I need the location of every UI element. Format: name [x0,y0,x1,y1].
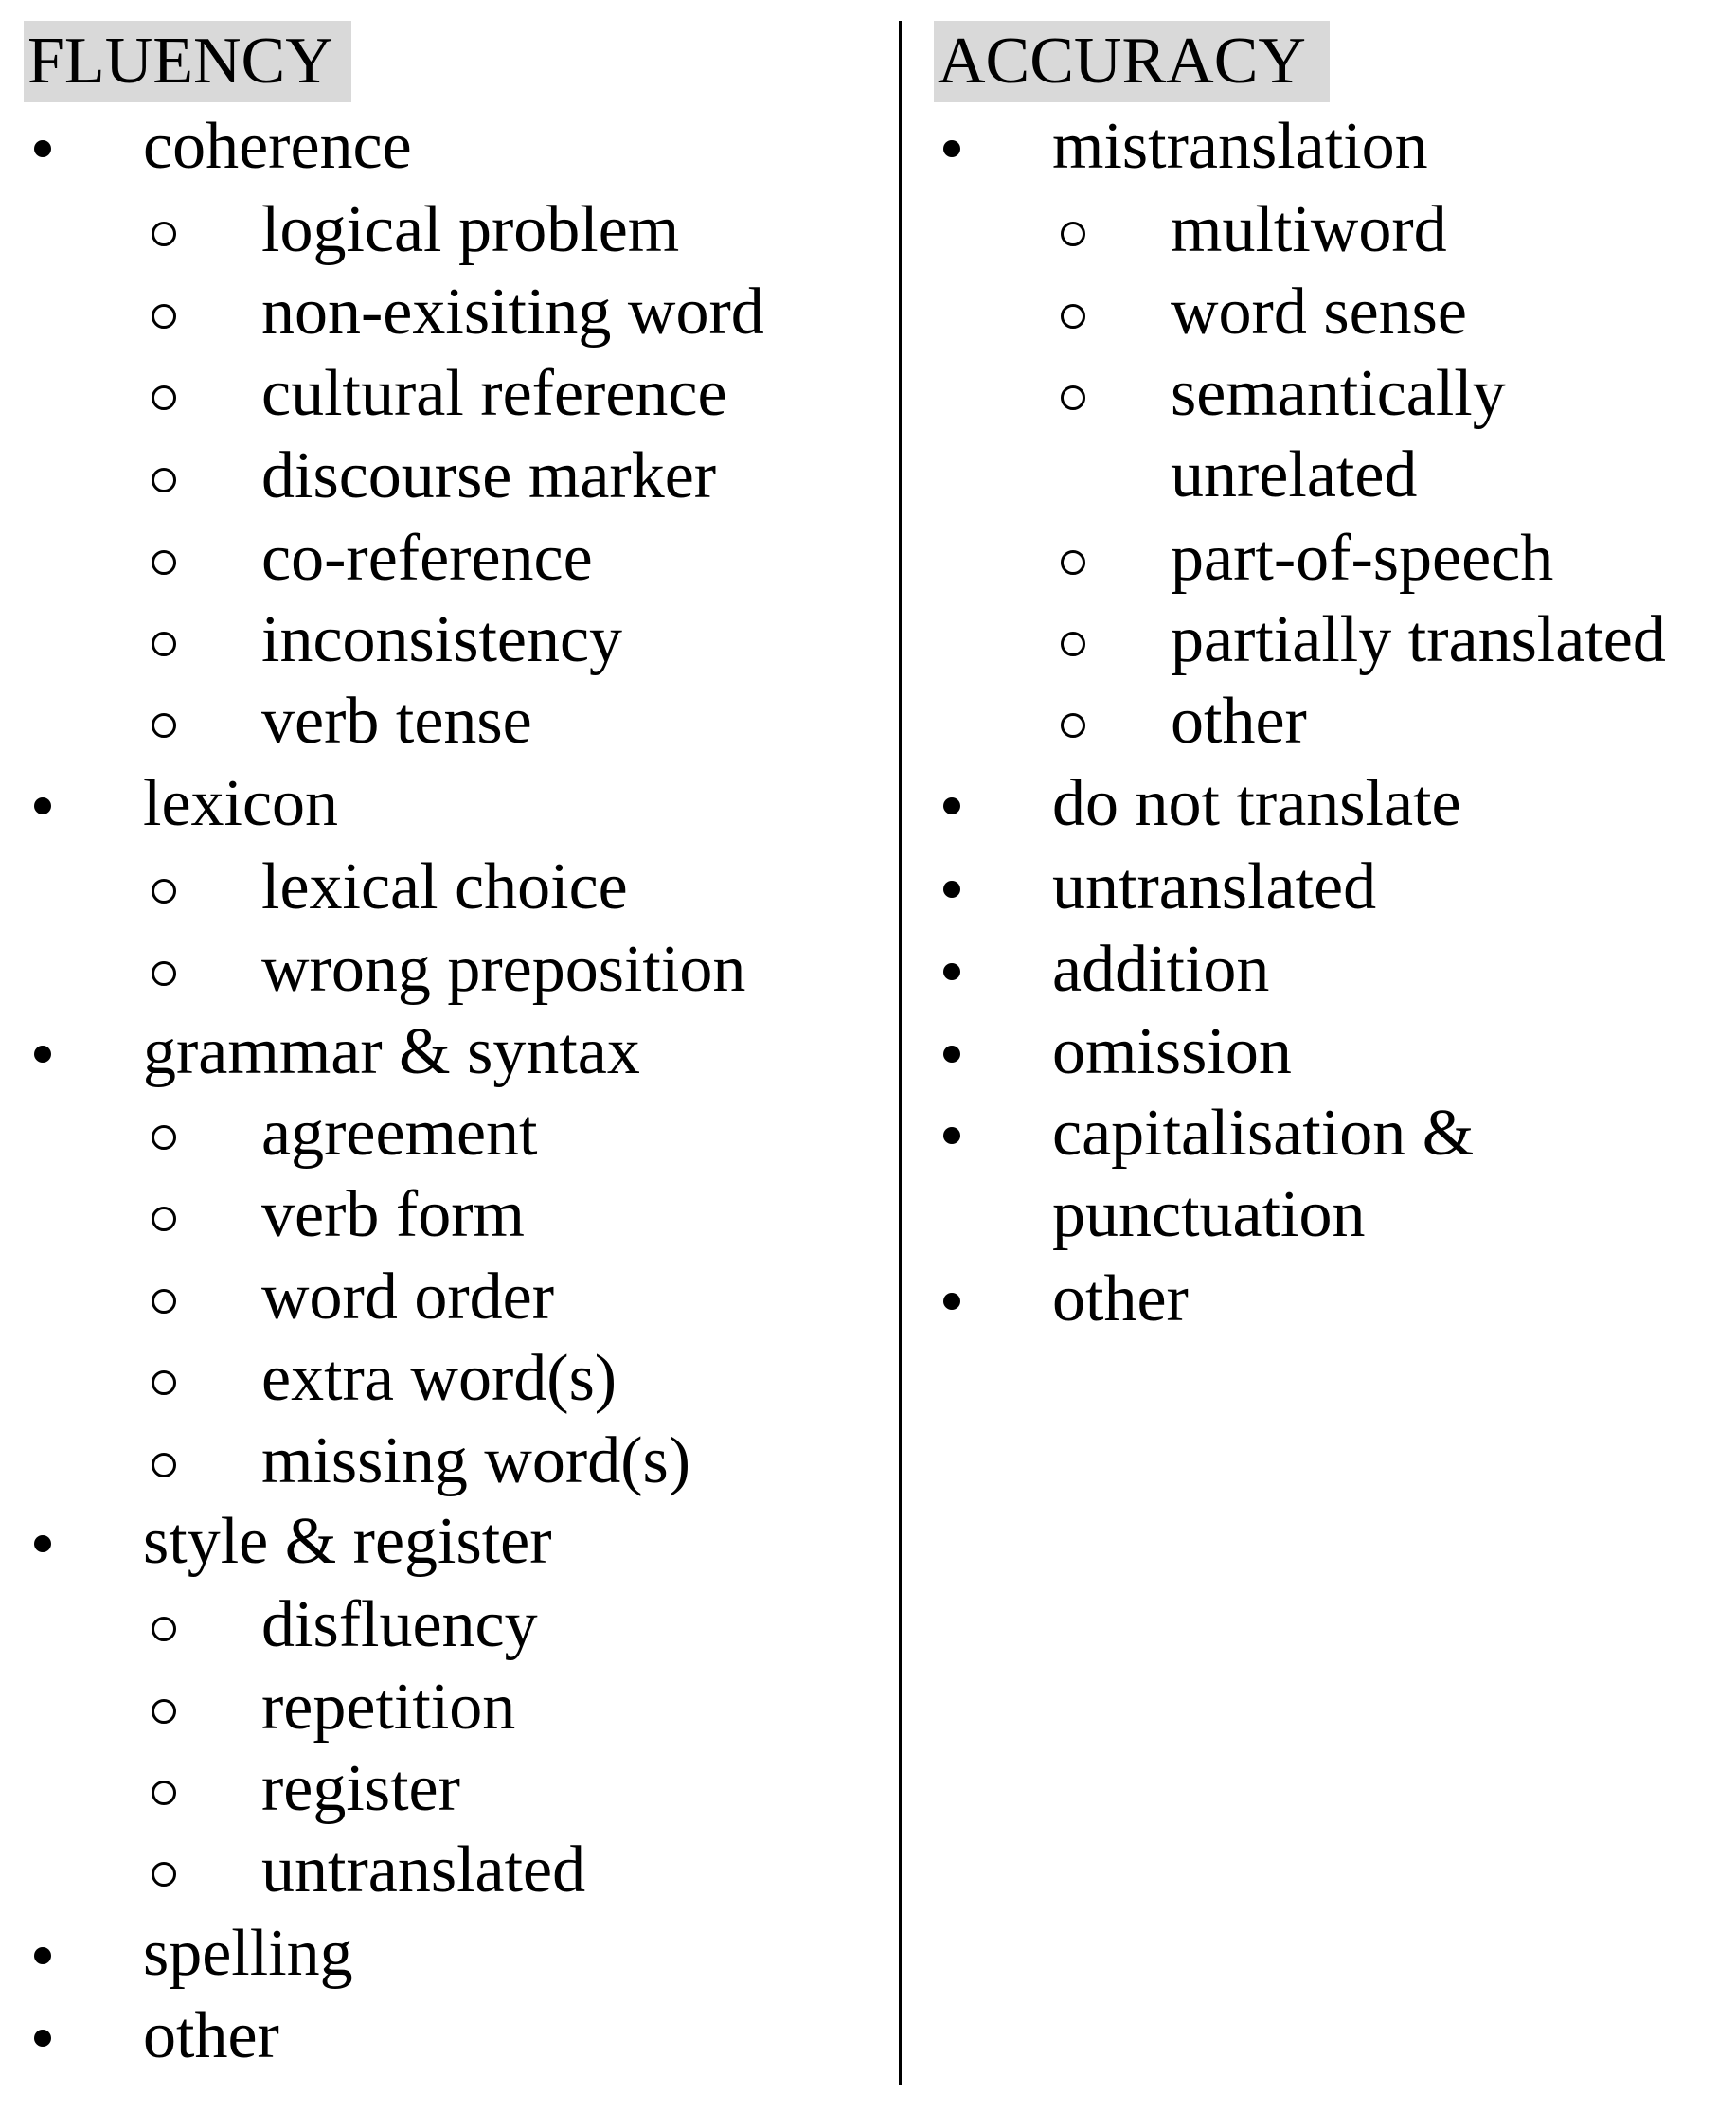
item-label: other [1052,1262,1189,1335]
bullet-ring-icon [152,1453,176,1477]
bullet-disc-icon [34,797,51,814]
bullet-disc-icon [34,1535,51,1552]
item-label: cultural reference [261,357,727,430]
bullet-ring-icon [1061,385,1085,410]
item-label: non-exisiting word [261,276,764,349]
bullet-ring-icon [152,1617,176,1641]
item-label: word sense [1171,276,1467,349]
item-label: inconsistency [261,603,623,676]
bullet-disc-icon [943,1127,960,1144]
item-label: addition [1052,933,1270,1006]
bullet-ring-icon [152,1125,176,1150]
bullet-ring-icon [152,1781,176,1805]
bullet-disc-icon [943,797,960,814]
item-label: coherence [143,110,412,183]
bullet-ring-icon [152,632,176,656]
item-label: untranslated [261,1834,586,1906]
item-label: spelling [143,1917,353,1990]
bullet-ring-icon [1061,632,1085,656]
accuracy-heading: ACCURACY [934,21,1330,102]
bullet-ring-icon [152,1699,176,1724]
bullet-disc-icon [34,1947,51,1964]
item-label: logical problem [261,193,680,266]
item-label: other [1171,685,1307,758]
item-label: verb form [261,1178,525,1251]
item-label: style & register [143,1505,552,1578]
bullet-ring-icon [1061,713,1085,738]
bullet-disc-icon [943,1293,960,1310]
bullet-ring-icon [1061,304,1085,329]
bullet-disc-icon [943,140,960,157]
item-label: extra word(s) [261,1342,617,1415]
item-label: semantically unrelated [1171,357,1506,511]
bullet-ring-icon [152,1289,176,1314]
bullet-ring-icon [152,961,176,986]
item-label: discourse marker [261,439,717,512]
bullet-ring-icon [152,1370,176,1395]
bullet-ring-icon [152,222,176,246]
fluency-heading: FLUENCY [24,21,351,102]
bullet-disc-icon [34,2030,51,2047]
item-label: capitalisation & punctuation [1052,1097,1475,1251]
column-divider [899,21,902,2085]
bullet-disc-icon [943,963,960,980]
bullet-ring-icon [152,550,176,575]
item-label: lexical choice [261,850,628,923]
item-label: verb tense [261,685,532,758]
bullet-disc-icon [34,140,51,157]
item-label: part-of-speech [1171,522,1554,595]
item-label: mistranslation [1052,110,1428,183]
item-label: do not translate [1052,767,1461,840]
item-label: other [143,1999,279,2072]
item-label: repetition [261,1671,516,1744]
bullet-ring-icon [152,879,176,904]
item-label: co-reference [261,522,593,595]
item-label: partially translated [1171,603,1666,676]
bullet-disc-icon [34,1046,51,1063]
item-label: missing word(s) [261,1424,691,1497]
item-label: lexicon [143,767,339,840]
item-label: grammar & syntax [143,1015,640,1088]
bullet-ring-icon [152,385,176,410]
bullet-ring-icon [152,468,176,492]
item-label: wrong preposition [261,933,746,1006]
item-label: multiword [1171,193,1447,266]
item-label: word order [261,1261,555,1333]
bullet-ring-icon [152,713,176,738]
item-label: agreement [261,1097,538,1170]
bullet-disc-icon [943,881,960,898]
item-label: untranslated [1052,850,1377,923]
item-label: omission [1052,1015,1292,1088]
item-label: disfluency [261,1588,538,1661]
bullet-disc-icon [943,1046,960,1063]
bullet-ring-icon [152,1207,176,1231]
bullet-ring-icon [1061,550,1085,575]
item-label: register [261,1752,460,1825]
bullet-ring-icon [1061,222,1085,246]
bullet-ring-icon [152,1862,176,1887]
bullet-ring-icon [152,304,176,329]
